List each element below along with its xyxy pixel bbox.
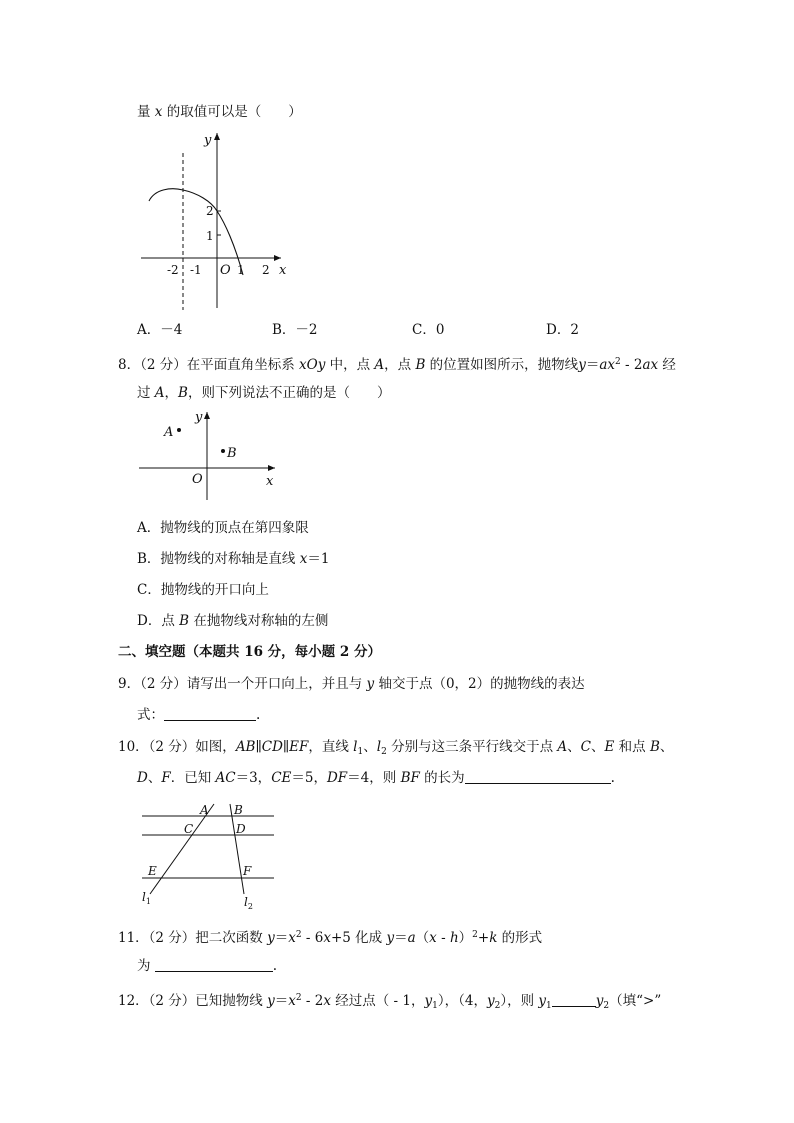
q10-label-e: E: [148, 864, 157, 878]
q12-stem: 12．（2 分）已知抛物线 $y=x^2 - 2x$ 经过点（ - 1，$y_1$），（4，$y_2$），则 $y_1$ $y_2$（填“>”: [118, 993, 662, 1011]
q7-option-d: D．2: [546, 322, 579, 338]
q10-label-l2: $l_2$: [244, 895, 253, 911]
q7-x-tick-label: -2: [167, 263, 179, 277]
q7-option-b: B．－2: [272, 322, 318, 338]
q8-x-label: x: [266, 474, 274, 489]
q12-answer-blank[interactable]: [552, 993, 596, 1007]
q8-stem-line2: 过 A，B，则下列说法不正确的是（ ）: [137, 385, 391, 401]
q7-stem-tail: 量 x 的取值可以是（ ）: [137, 104, 302, 120]
q8-option-c: C．抛物线的开口向上: [137, 582, 269, 598]
q8-graph: [135, 408, 285, 503]
q10-answer-blank[interactable]: [465, 770, 611, 784]
q8-y-label: y: [195, 410, 203, 425]
q8-option-a: A．抛物线的顶点在第四象限: [137, 520, 309, 536]
q7-x-tick-label: -1: [190, 263, 202, 277]
q7-x-label: x: [279, 263, 287, 278]
q11-stem-line2: 为 .: [137, 958, 278, 974]
q8-point-a-dot: [177, 428, 181, 432]
q9-stem-line2: 式： .: [137, 707, 261, 723]
q7-option-c: C．0: [412, 322, 445, 338]
q10-figure: [138, 800, 278, 912]
q10-stem-line2: D、F．已知 AC＝3，CE＝5，DF＝4，则 BF 的长为 .: [137, 770, 615, 786]
q8-option-b: B．抛物线的对称轴是直线 x＝1: [137, 551, 330, 567]
q7-y-tick-label: 2: [206, 204, 214, 218]
q7-graph: [135, 125, 305, 310]
q8-point-b-label: B: [227, 446, 237, 461]
q8-point-b-dot: [221, 449, 225, 453]
q8-stem-line1: 8．（2 分）在平面直角坐标系 xOy 中，点 A，点 B 的位置如图所示，抛物线$y=ax^2 - 2ax$ 经: [118, 357, 676, 373]
q10-label-c: C: [184, 822, 194, 836]
q7-x-tick-label: 1: [237, 263, 245, 277]
q10-label-f: F: [243, 864, 252, 878]
q8-origin: O: [192, 472, 203, 487]
q10-label-l1: $l_1$: [142, 890, 151, 906]
q10-stem-line1: 10．（2 分）如图，AB∥CD∥EF，直线 $l_1$、$l_2$ 分别与这三条平行线交于点 A、C、E 和点 B、: [118, 739, 674, 757]
q7-y-label: y: [204, 133, 212, 148]
q7-option-a: A．－4: [137, 322, 183, 338]
q10-line-l1: [150, 804, 214, 894]
section-2-heading: 二、填空题（本题共 16 分，每小题 2 分）: [118, 644, 381, 660]
q9-stem-line1: 9．（2 分）请写出一个开口向上，并且与 y 轴交于点（0，2）的抛物线的表达: [118, 676, 585, 692]
q8-point-a-label: A: [164, 425, 174, 440]
q10-label-b: B: [234, 803, 243, 817]
q8-option-d: D．点 B 在抛物线对称轴的左侧: [137, 613, 329, 629]
q10-label-d: D: [236, 822, 246, 836]
q9-answer-blank[interactable]: [164, 707, 256, 721]
q10-line-l2: [230, 804, 244, 894]
q11-stem-line1: 11．（2 分）把二次函数 $y=x^2 - 6x+5$ 化成 y＝a（x - h）$^2$+k 的形式: [118, 930, 543, 946]
q7-x-tick-label: 2: [262, 263, 270, 277]
q11-answer-blank[interactable]: [155, 958, 273, 972]
q7-origin: O: [220, 263, 231, 278]
q10-label-a: A: [200, 803, 209, 817]
q7-y-tick-label: 1: [206, 229, 214, 243]
